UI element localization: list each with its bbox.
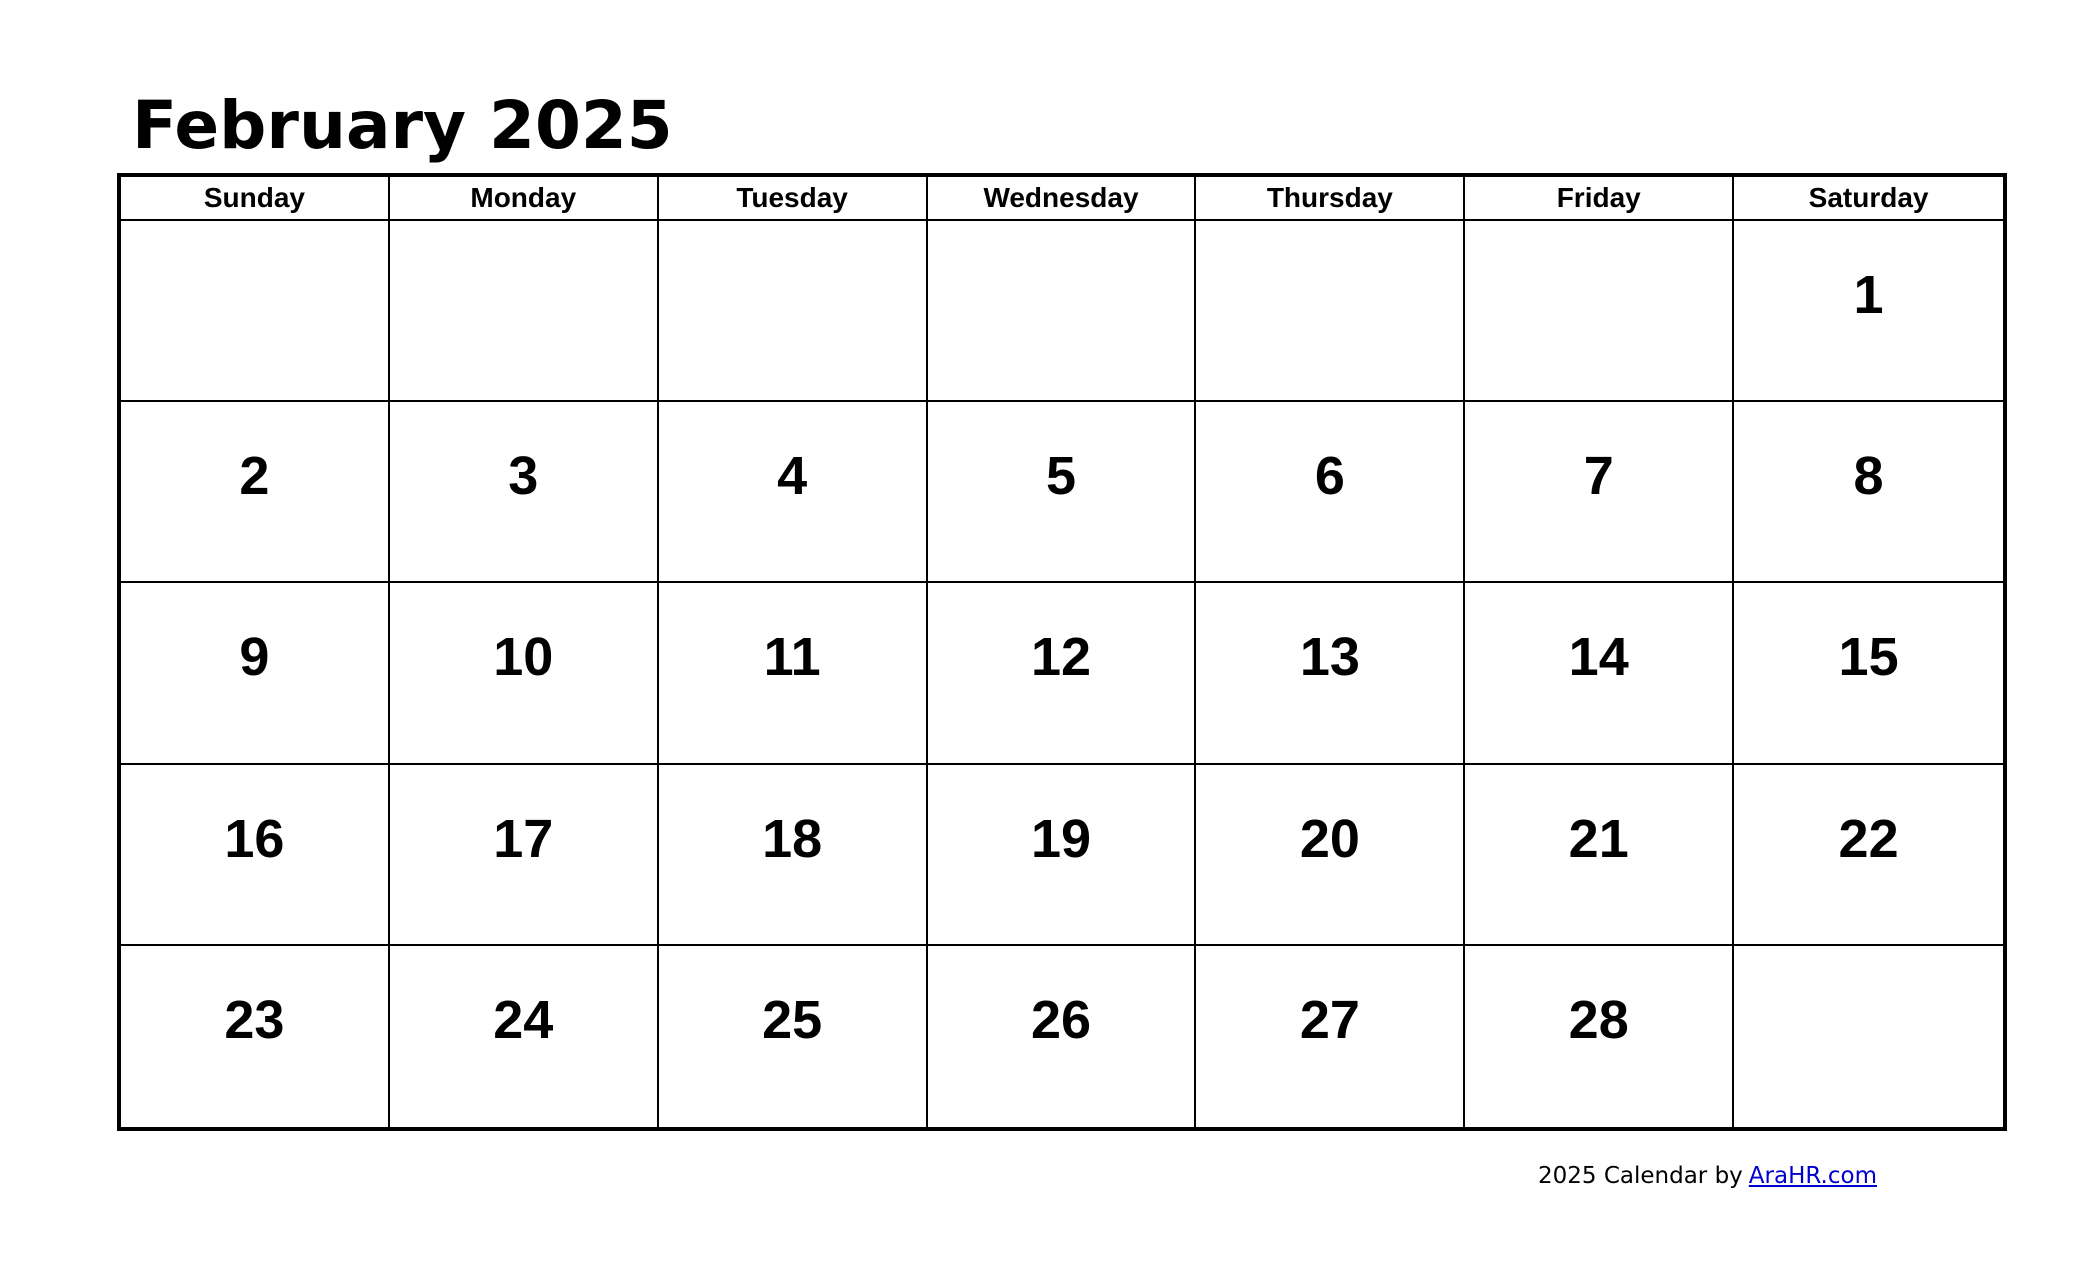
day-number: 24 <box>493 989 554 1050</box>
day-cell <box>390 402 659 583</box>
weekday-header-thursday: Thursday <box>1196 177 1465 221</box>
day-number: 2 <box>239 446 270 507</box>
arahr-link[interactable]: AraHR.com <box>1748 1163 1877 1189</box>
day-cell <box>1734 946 2003 1127</box>
day-number: 9 <box>239 627 270 688</box>
day-cell <box>1465 765 1734 946</box>
weekday-header-tuesday: Tuesday <box>659 177 928 221</box>
day-cell <box>659 946 928 1127</box>
day-cell <box>1734 402 2003 583</box>
day-cell <box>928 946 1197 1127</box>
day-cell <box>659 765 928 946</box>
day-cell <box>1196 583 1465 764</box>
day-number: 8 <box>1853 446 1884 507</box>
day-cell <box>1196 946 1465 1127</box>
weekday-header-monday: Monday <box>390 177 659 221</box>
day-cell <box>1465 583 1734 764</box>
day-cell <box>1734 765 2003 946</box>
day-cell <box>1465 402 1734 583</box>
day-number: 5 <box>1045 446 1077 507</box>
footer-text: 2025 Calendar by <box>1538 1163 1743 1189</box>
weekday-header-saturday: Saturday <box>1734 177 2003 221</box>
day-cell <box>928 402 1197 583</box>
day-number: 19 <box>1030 808 1092 869</box>
day-cell <box>1734 583 2003 764</box>
day-number: 1 <box>1853 265 1884 325</box>
day-cell <box>928 221 1197 402</box>
day-number: 3 <box>508 446 539 507</box>
day-number: 14 <box>1568 627 1629 688</box>
day-number: 10 <box>493 627 554 688</box>
day-number: 28 <box>1568 989 1629 1050</box>
day-cell <box>390 583 659 764</box>
footer-credit <box>1538 1161 1877 1191</box>
day-number: 12 <box>1030 627 1092 688</box>
day-number: 23 <box>224 989 285 1050</box>
weekday-header-friday: Friday <box>1465 177 1734 221</box>
weekday-header-wednesday: Wednesday <box>928 177 1197 221</box>
day-number: 26 <box>1030 989 1092 1050</box>
day-number: 11 <box>763 627 821 688</box>
day-cell <box>1196 402 1465 583</box>
day-number: 25 <box>762 989 823 1050</box>
day-cell <box>928 765 1197 946</box>
day-cell <box>1465 946 1734 1127</box>
day-cell <box>390 221 659 402</box>
day-number: 18 <box>762 808 823 869</box>
day-number: 15 <box>1838 627 1899 688</box>
weekday-header-sunday: Sunday <box>121 177 390 221</box>
day-cell <box>121 402 390 583</box>
day-number: 27 <box>1299 989 1360 1050</box>
day-number: 7 <box>1583 446 1614 507</box>
day-cell <box>1734 221 2003 402</box>
day-cell <box>1196 765 1465 946</box>
day-cell <box>928 583 1197 764</box>
day-cell <box>659 583 928 764</box>
calendar-title: February 2025 <box>132 87 673 164</box>
calendar-grid <box>117 173 2007 1131</box>
day-number: 6 <box>1314 446 1345 507</box>
day-cell <box>121 765 390 946</box>
day-cell <box>1465 221 1734 402</box>
day-cell <box>390 946 659 1127</box>
day-cell <box>390 765 659 946</box>
day-cell <box>1196 221 1465 402</box>
day-number: 22 <box>1838 808 1899 869</box>
day-number: 13 <box>1299 627 1360 688</box>
day-cell <box>121 583 390 764</box>
day-cell <box>659 402 928 583</box>
day-number: 16 <box>224 808 285 869</box>
day-number: 17 <box>493 808 554 869</box>
day-number: 4 <box>777 446 808 507</box>
day-cell <box>121 946 390 1127</box>
day-cell <box>659 221 928 402</box>
day-cell <box>121 221 390 402</box>
day-number: 21 <box>1568 808 1629 869</box>
day-number: 20 <box>1299 808 1360 869</box>
